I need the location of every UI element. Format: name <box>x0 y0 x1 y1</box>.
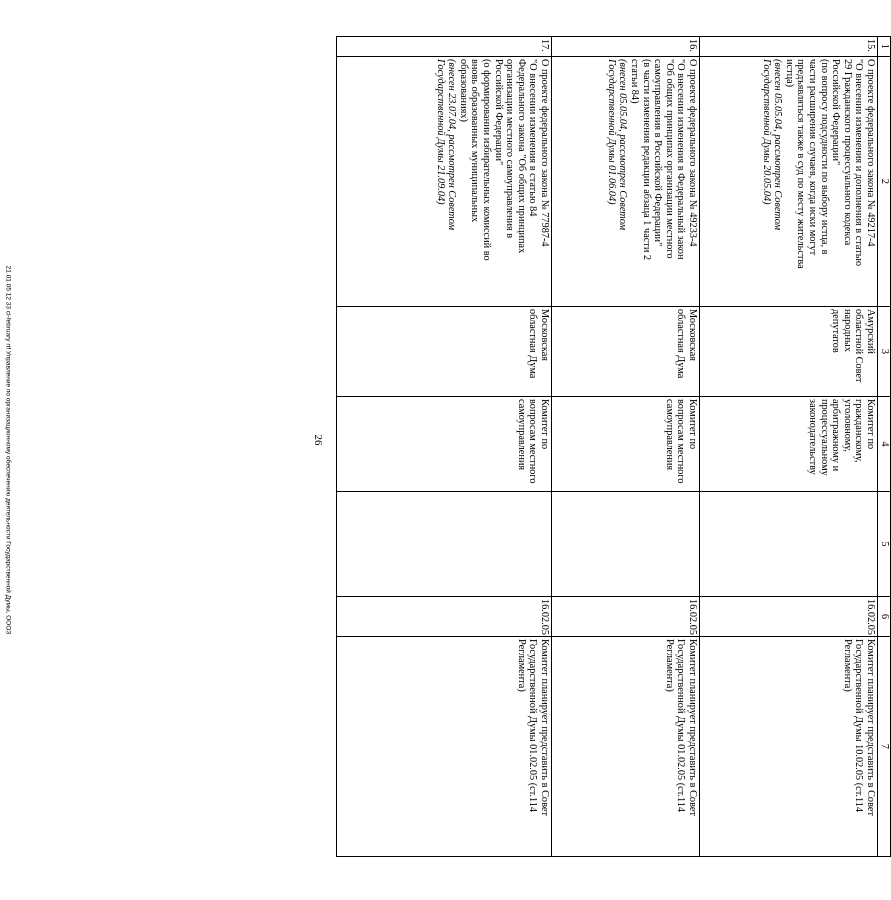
plan-cell: Комитет планирует представить в Совет Государственной Думы 01.02.05 (ст.114 Регламента) <box>552 637 700 857</box>
bill-note-line: (внесен 23.07.04, рассмотрен Советом <box>446 59 458 231</box>
bill-title-line: "О внесении изменения в Федеральный закон <box>675 59 687 260</box>
bill-description <box>700 57 878 307</box>
bill-title-line: (по вопросу подсудности по выбору истца, в <box>818 59 830 255</box>
bill-note-line: Государственной Думы 20.05.04) <box>760 59 772 205</box>
committee-cell: Комитет по вопросам местного самоуправления <box>552 397 700 492</box>
bill-note-line: (внесен 05.05.04, рассмотрен Советом <box>772 59 784 231</box>
bill-title-line: О проекте федерального закона № 49233-4 <box>687 59 698 247</box>
bill-title-line: "О внесении изменения и дополнения в статью <box>853 59 865 267</box>
bill-title-line: Федерального закона "Об общих принципах <box>515 59 527 254</box>
rotated-table-container <box>336 36 891 856</box>
plan-cell: Комитет планирует представить в Совет Государственной Думы 10.02.05 (ст.114 Регламента) <box>700 637 878 857</box>
bill-title-line: вновь образованных муниципальных <box>469 59 481 223</box>
header-cell: 6 <box>878 597 891 637</box>
initiator-cell: Амурский областной Совет народных депутатов <box>700 307 878 397</box>
header-cell: 4 <box>878 397 891 492</box>
header-cell: 3 <box>878 307 891 397</box>
bill-title-line: части расширения случаев, когда иски могут <box>807 59 819 256</box>
bill-note-line: (внесен 05.05.04, рассмотрен Советом <box>617 59 629 231</box>
page-number: 26 <box>312 434 324 446</box>
date-cell: 16.02.05 <box>337 597 552 637</box>
plan-cell: Комитет планирует представить в Совет Государственной Думы 01.02.05 (ст.114 Регламента) <box>337 637 552 857</box>
column5-cell <box>337 492 552 597</box>
bills-table <box>336 36 891 857</box>
header-cell: 2 <box>878 57 891 307</box>
row-number: 17. <box>337 37 552 57</box>
committee-cell: Комитет по вопросам местного самоуправления <box>337 397 552 492</box>
bill-title-line: Российской Федерации" <box>830 59 842 166</box>
column5-cell <box>552 492 700 597</box>
initiator-cell: Московская областная Дума <box>337 307 552 397</box>
bill-title-line: "Об общих принципах организации местного <box>663 59 675 259</box>
document-footer: 21 01 05 12 33 cl-february rtf Управление по организационному обеспечению деятельности Государственной Думы, ОООЗ <box>4 265 12 635</box>
bill-title-line: (о формировании избирательных комиссий во <box>481 59 493 261</box>
table-row <box>337 37 552 857</box>
bill-note-line: Государственной Думы 01.06.04) <box>605 59 617 205</box>
bill-title-line: предъявляться также в суд по месту жительства <box>795 59 807 269</box>
header-cell: 1 <box>878 37 891 57</box>
bill-description <box>337 57 552 307</box>
bill-title-line: истца) <box>783 59 795 88</box>
bill-title-line: организации местного самоуправления в <box>504 59 516 239</box>
table-row <box>700 37 878 857</box>
bill-title-line: Российской Федерации" <box>492 59 504 166</box>
row-number: 15. <box>700 37 878 57</box>
bill-note-line: Государственной Думы 21.09.04) <box>434 59 446 205</box>
bill-title-line: "О внесении изменения в статью 84 <box>527 59 539 217</box>
initiator-cell: Московская областная Дума <box>552 307 700 397</box>
bill-title-line: О проекте федерального закона № 77987-4 <box>539 59 550 247</box>
header-cell: 7 <box>878 637 891 857</box>
committee-cell: Комитет по гражданскому, уголовному, арбитражному и процессуальному законодательству <box>700 397 878 492</box>
date-cell: 16.02.05 <box>700 597 878 637</box>
header-cell: 5 <box>878 492 891 597</box>
bill-description <box>552 57 700 307</box>
bill-title-line: статьи 84) <box>629 59 641 104</box>
column5-cell <box>700 492 878 597</box>
table-row <box>552 37 700 857</box>
bill-title-line: О проекте федерального закона № 49217-4 <box>865 59 876 247</box>
bill-title-line: самоуправления в Российской Федерации" <box>652 59 664 247</box>
date-cell: 16.02.05 <box>552 597 700 637</box>
row-number: 16. <box>552 37 700 57</box>
bill-title-line: образованиях) <box>457 59 469 122</box>
bill-title-line: 29 Гражданского процессуального кодекса <box>841 59 853 246</box>
bill-title-line: (в части изменения редакции абзаца 1 части 2 <box>640 59 652 261</box>
table-header-row <box>878 37 891 857</box>
